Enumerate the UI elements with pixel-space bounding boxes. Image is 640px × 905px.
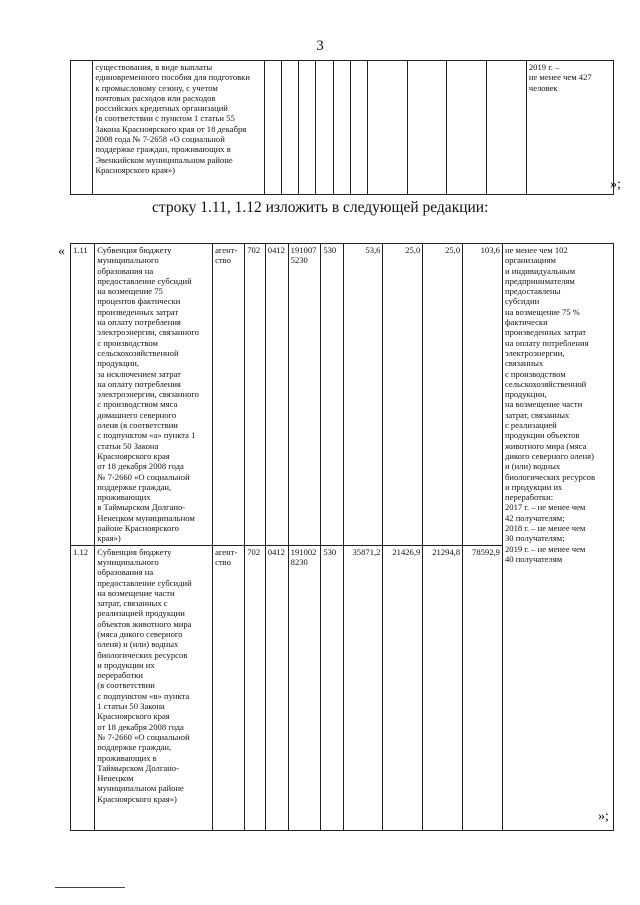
row-grbs-text: 702 xyxy=(247,245,261,255)
row-total-text: 78592,9 xyxy=(472,546,500,557)
row-2017-text: 53,6 xyxy=(365,245,381,255)
empty-cell xyxy=(407,61,447,195)
row-2018-text: 25,0 xyxy=(405,245,421,255)
row-number xyxy=(71,244,95,546)
row-description-text: Субвенция бюджету муниципального образования на предоставление субсидий на возмещение 75 процентов фактически произведенных затрат на оплату потребления электроэнергии, связанного с производством сельскохозяйственной продукции, за исключением затрат на оплату потребления электроэнергии, связанного с производством мяса домашнего северного оленя (в соответствии с подпунктом «а» пункта 1 статьи 50 Закона Красноярского края от 18 декабря 2008 года № 7-2660 «О социальной поддержке граждан, проживающих в Таймырском Долгано- Ненецком муниципальном районе Красноярского края») xyxy=(97,245,199,544)
row-2019-text: 25,0 xyxy=(445,245,461,255)
empty-cell xyxy=(367,61,407,195)
opening-quote: « xyxy=(58,244,65,259)
row-number-text: 1.12 xyxy=(73,546,89,557)
empty-cell xyxy=(299,61,316,195)
num-cell xyxy=(71,61,93,195)
row-2017 xyxy=(343,545,383,830)
empty-cell xyxy=(333,61,350,195)
empty-cell xyxy=(350,61,367,195)
row-csr-text: 191002 8230 xyxy=(290,546,317,567)
top-result: 2019 г. – не менее чем 427 человек xyxy=(528,62,592,93)
row-2019 xyxy=(423,545,463,830)
section-heading: строку 1.11, 1.12 изложить в следующей редакции: xyxy=(152,199,489,216)
row-2019 xyxy=(423,244,463,546)
row-executor-text: агент- ство xyxy=(215,245,238,266)
row-csr xyxy=(288,545,321,830)
budget-table xyxy=(70,243,614,831)
row-2017 xyxy=(343,244,383,546)
row-total xyxy=(463,545,503,830)
row-executor xyxy=(213,244,245,546)
row-description xyxy=(95,545,213,830)
row-total xyxy=(463,244,503,546)
row-rzpr xyxy=(265,244,288,546)
result-cell xyxy=(526,61,613,195)
row-result xyxy=(502,244,613,831)
row-grbs xyxy=(245,545,266,830)
row-csr-text: 191007 5230 xyxy=(290,245,317,266)
row-executor xyxy=(213,545,245,830)
row-vr-text: 530 xyxy=(323,546,337,557)
row-rzpr xyxy=(265,545,288,830)
row-executor-text: агент- ство xyxy=(215,546,238,567)
row-number-text: 1.11 xyxy=(73,245,88,255)
row-2019-text: 21294,8 xyxy=(432,546,461,557)
row-grbs xyxy=(245,244,266,546)
row-2017-text: 35871,2 xyxy=(352,546,381,557)
row-vr-text: 530 xyxy=(323,245,337,255)
row-rzpr-text: 0412 xyxy=(267,245,285,255)
top-description: существования, в виде выплаты единовременного пособия для подготовки к промысловому сезону, с учетом почтовых расходов или расходов российских кредитных организаций (в соответствии с пунктом 1 статьи 55 Закона Красноярского края от 18 декабря 2008 года № 7-2658 «О социальной поддержке граждан, проживающих в Эвенкийском муниципальном районе Красноярского края») xyxy=(95,62,250,175)
row-2018-text: 21426,9 xyxy=(392,546,421,557)
closing-quote-bottom: »; xyxy=(598,809,609,824)
row-vr xyxy=(321,545,343,830)
page-number: 3 xyxy=(316,38,324,54)
empty-cell xyxy=(487,61,527,195)
row-total-text: 103,6 xyxy=(480,245,500,255)
footnote-divider xyxy=(55,887,125,888)
table-row xyxy=(71,244,614,546)
description-cell xyxy=(93,61,265,195)
empty-cell xyxy=(447,61,487,195)
row-2018 xyxy=(383,244,423,546)
row-vr xyxy=(321,244,343,546)
row-2018 xyxy=(383,545,423,830)
continuation-table xyxy=(70,60,614,195)
empty-cell xyxy=(316,61,333,195)
empty-cell xyxy=(282,61,299,195)
row-rzpr-text: 0412 xyxy=(267,546,285,557)
row-description xyxy=(95,244,213,546)
empty-cell xyxy=(264,61,281,195)
closing-quote-top: »; xyxy=(610,177,621,192)
row-result-text: не менее чем 102 организациям и индивидуальным предпринимателям предоставлены субсидии на возмещение 75 % фактически произведенных затрат на оплату потребления электроэнергии, связанных с производством сельскохозяйственной продукции, на возмещение части затрат, связанных с реализацией продукции объектов животного мира (мяса дикого северного оленя) и (или) водных биологических ресурсов и продукции их переработки: 2017 г. – не менее чем 42 получателям; 2018 г. – не менее чем 30 получателям; 2019 г. – не менее чем 40 получателям xyxy=(504,245,596,564)
row-description-text: Субвенция бюджету муниципального образования на предоставление субсидий на возмещение части затрат, связанных с реализацией продукции объектов животного мира (мяса дикого северного оленя) и (или) водных биологических ресурсов и продукции их переработки (в соответствии с подпунктом «в» пункта 1 статьи 50 Закона Красноярского края от 18 декабря 2008 года № 7-2660 «О социальной поддержке граждан, проживающих в Таймырском Долгано- Ненецком муниципальном районе Красноярского края») xyxy=(97,546,192,804)
row-number xyxy=(71,545,95,830)
row-grbs-text: 702 xyxy=(247,546,261,557)
row-csr xyxy=(288,244,321,546)
